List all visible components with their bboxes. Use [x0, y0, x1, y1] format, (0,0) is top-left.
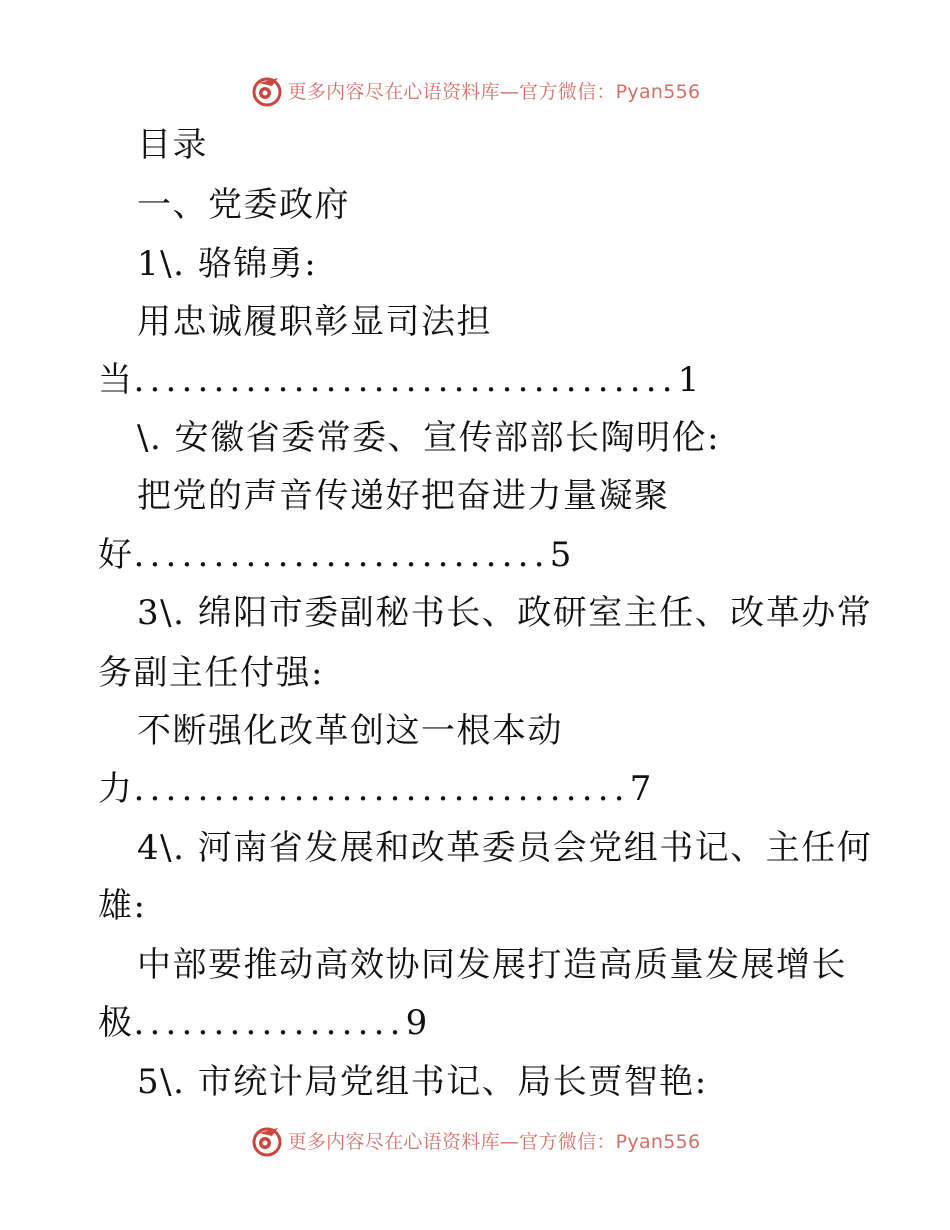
toc-entry-5-heading — [0, 1062, 950, 1102]
toc-entry-3-title: 不断强化改革创这一根本动 — [137, 711, 563, 751]
toc-entry-4-person-cont: 雄: — [98, 886, 147, 926]
toc-entry-4-page-line[interactable] — [0, 1003, 950, 1043]
toc-entry-title-end: 好 — [98, 535, 134, 575]
toc-entry-title-end: 极 — [98, 1003, 134, 1043]
toc-entry-3-page-line[interactable] — [0, 769, 950, 809]
toc-entry-1-heading — [0, 244, 950, 284]
toc-entry-1-page-line[interactable] — [0, 360, 950, 400]
toc-page-number: 9 — [405, 1003, 429, 1043]
toc-entry-3-person-cont: 务副主任付强: — [98, 653, 324, 693]
toc-entry-4-title: 中部要推动高效协同发展打造高质量发展增长 — [137, 945, 847, 985]
footer-banner — [0, 1120, 950, 1160]
toc-title: 目录 — [137, 125, 208, 165]
ink-brush-logo-icon — [250, 74, 284, 108]
header-banner — [0, 70, 950, 110]
toc-dot-leader: .......................... — [133, 535, 550, 575]
toc-entry-1-title: 用忠诚履职彰显司法担 — [137, 302, 492, 342]
toc-entry-person: 绵阳市委副秘书长、政研室主任、改革办常 — [197, 593, 873, 633]
toc-entry-4-heading — [0, 828, 950, 868]
toc-dot-leader: ................. — [133, 1003, 406, 1043]
toc-section-heading: 一、党委政府 — [137, 185, 350, 225]
footer-banner-text: 更多内容尽在心语资料库—官方微信：Pyan556 — [287, 1130, 701, 1153]
header-banner-text: 更多内容尽在心语资料库—官方微信：Pyan556 — [287, 80, 701, 103]
toc-dot-leader: .................................. — [133, 360, 678, 400]
ink-brush-logo-icon — [250, 1124, 284, 1158]
toc-page-number: 1 — [677, 360, 701, 400]
toc-entry-2-page-line[interactable] — [0, 535, 950, 575]
toc-entry-title-end: 当 — [98, 360, 134, 400]
toc-entry-3-heading — [0, 593, 950, 633]
toc-entry-person: 市统计局党组书记、局长贾智艳: — [197, 1062, 708, 1102]
toc-page-number: 7 — [629, 769, 653, 809]
toc-entry-person: 安徽省委常委、宣传部部长陶明伦: — [174, 418, 721, 458]
toc-entry-2-heading — [0, 418, 950, 458]
toc-entry-person: 河南省发展和改革委员会党组书记、主任何 — [197, 828, 873, 868]
toc-entry-number: 4\. — [137, 828, 186, 868]
toc-dot-leader: ............................... — [133, 769, 630, 809]
toc-entry-2-title: 把党的声音传递好把奋进力量凝聚 — [137, 476, 670, 516]
toc-entry-number: 1\. — [137, 244, 186, 284]
toc-entry-number: \. — [137, 418, 163, 458]
toc-entry-number: 3\. — [137, 593, 186, 633]
toc-page-number: 5 — [549, 535, 573, 575]
toc-entry-number: 5\. — [137, 1062, 186, 1102]
toc-entry-title-end: 力 — [98, 769, 134, 809]
toc-entry-person: 骆锦勇: — [197, 244, 318, 284]
